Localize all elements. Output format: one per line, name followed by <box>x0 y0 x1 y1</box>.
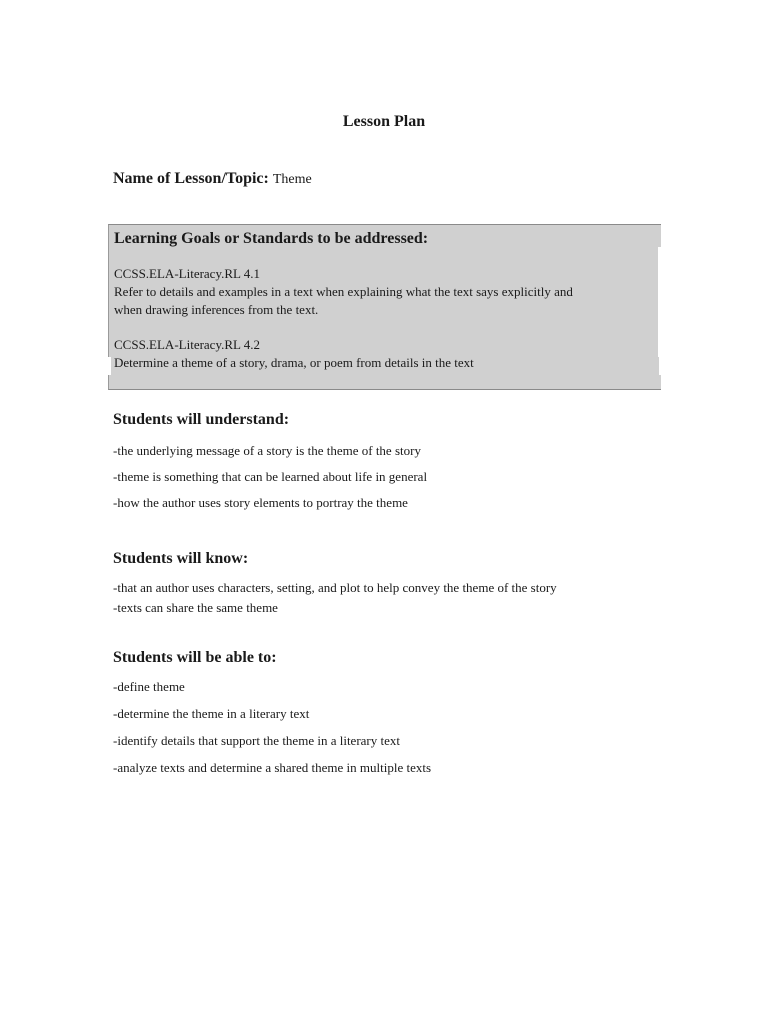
understand-item: -the underlying message of a story is the theme of the story <box>113 443 421 458</box>
understand-item: -theme is something that can be learned about life in general <box>113 469 428 484</box>
topic-label: Name of Lesson/Topic: <box>113 170 269 187</box>
know-heading: Students will know: <box>113 550 249 567</box>
standard-2-description: Determine a theme of a story, drama, or poem from details in the text <box>114 355 474 370</box>
understand-heading: Students will understand: <box>113 411 290 428</box>
box-edge-gap <box>659 357 662 375</box>
document-title: Lesson Plan <box>342 113 426 130</box>
standard-2-code: CCSS.ELA-Literacy.RL 4.2 <box>114 337 260 352</box>
topic-value: Theme <box>272 172 312 187</box>
standard-1-description-cont: when drawing inferences from the text. <box>114 302 319 317</box>
box-edge-gap <box>108 357 111 375</box>
able-heading: Students will be able to: <box>113 649 277 666</box>
understand-item: -how the author uses story elements to portray the theme <box>113 495 408 510</box>
learning-goals-heading: Learning Goals or Standards to be addressed: <box>114 230 429 247</box>
standard-1-code: CCSS.ELA-Literacy.RL 4.1 <box>114 266 260 281</box>
able-item: -identify details that support the theme in a literary text <box>113 733 400 748</box>
able-item: -determine the theme in a literary text <box>113 706 310 721</box>
box-edge-gap <box>658 247 662 357</box>
standard-1-description: Refer to details and examples in a text when explaining what the text says explicitly and <box>114 284 573 299</box>
learning-goals-box <box>108 224 661 390</box>
able-item: -define theme <box>113 679 185 694</box>
know-item: -texts can share the same theme <box>113 600 278 615</box>
know-item: -that an author uses characters, setting, and plot to help convey the theme of the story <box>113 580 557 595</box>
able-item: -analyze texts and determine a shared theme in multiple texts <box>113 760 432 775</box>
lesson-topic-line <box>113 169 312 190</box>
